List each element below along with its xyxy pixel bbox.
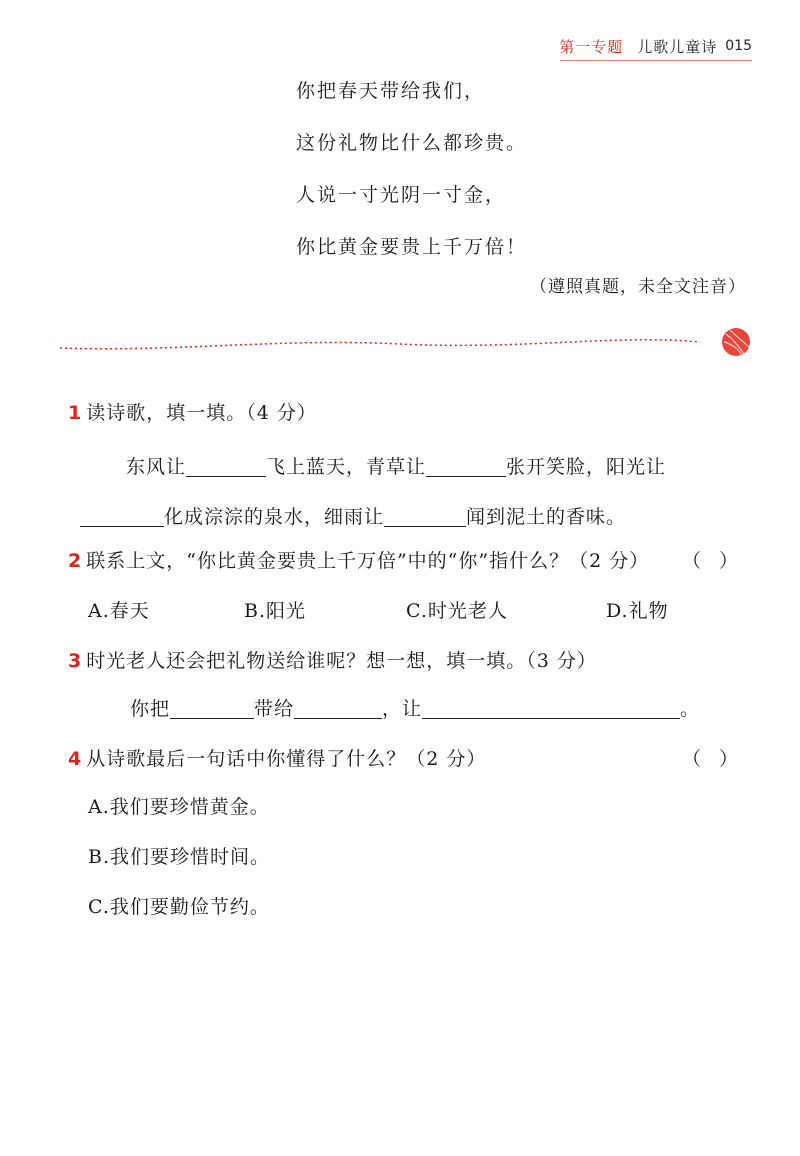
question-text: 时光老人还会把礼物送给谁呢？想一想，填一填。（3 分）: [86, 650, 597, 672]
fill-text: 闻到泥土的香味。: [466, 506, 627, 528]
option-b[interactable]: B.阳光: [244, 600, 307, 622]
page-header: [559, 34, 752, 58]
option-a[interactable]: A.春天: [88, 600, 150, 622]
question-text: 联系上文，“你比黄金要贵上千万倍”中的“你”指什么？（2 分）: [86, 550, 650, 572]
fill-text: 飞上蓝天，青草让: [266, 456, 427, 478]
q3-fill-line: [130, 694, 700, 721]
fill-text: 带给: [254, 698, 295, 720]
question-text: 读诗歌，填一填。（4 分）: [86, 402, 317, 424]
option-c[interactable]: C.我们要勤俭节约。: [88, 896, 270, 918]
poem-line: 你比黄金要贵上千万倍！: [296, 236, 528, 258]
page-number: 015: [725, 38, 752, 54]
poem-line: 人说一寸光阴一寸金，: [296, 184, 507, 206]
yarn-divider: [60, 328, 760, 368]
option-c[interactable]: C.时光老人: [406, 600, 508, 622]
poem: [296, 76, 527, 284]
source-note: （遵照真题，未全文注音）: [530, 277, 746, 297]
fill-blank[interactable]: [426, 456, 506, 477]
fill-blank[interactable]: [422, 698, 680, 719]
fill-blank[interactable]: [384, 506, 466, 527]
question-text: 从诗歌最后一句话中你懂得了什么？（2 分）: [86, 748, 487, 770]
poem-line: 你把春天带给我们，: [296, 80, 486, 102]
question-number: 2: [68, 550, 83, 572]
fill-text: 张开笑脸，阳光让: [506, 456, 667, 478]
header-rule: [560, 60, 752, 61]
q1-fill-line-1: [126, 452, 666, 479]
answer-parentheses[interactable]: （ ）: [681, 550, 744, 572]
q1-fill-line-2: [80, 502, 626, 529]
answer-parentheses[interactable]: （ ）: [681, 748, 744, 770]
fill-blank[interactable]: [80, 506, 164, 527]
question-2: [68, 546, 649, 573]
fill-text: ，让: [382, 698, 423, 720]
question-number: 4: [68, 748, 83, 770]
fill-text: 东风让: [126, 456, 187, 478]
question-4: [68, 744, 486, 771]
yarn-ball-icon: [722, 328, 750, 356]
fill-text: 。: [680, 698, 701, 720]
option-a[interactable]: A.我们要珍惜黄金。: [88, 796, 270, 818]
fill-text: 你把: [130, 698, 171, 720]
fill-blank[interactable]: [170, 698, 254, 719]
fill-blank[interactable]: [186, 456, 266, 477]
poem-line: 这份礼物比什么都珍贵。: [296, 132, 528, 154]
section-label: 第一专题: [559, 37, 624, 56]
topic-label: 儿歌儿童诗: [637, 37, 718, 56]
option-b[interactable]: B.我们要珍惜时间。: [88, 846, 271, 868]
question-number: 3: [68, 650, 83, 672]
option-d[interactable]: D.礼物: [606, 600, 669, 622]
fill-blank[interactable]: [294, 698, 382, 719]
question-number: 1: [68, 402, 83, 424]
question-3: [68, 646, 597, 673]
question-1: [68, 398, 317, 425]
fill-text: 化成淙淙的泉水，细雨让: [164, 506, 385, 528]
